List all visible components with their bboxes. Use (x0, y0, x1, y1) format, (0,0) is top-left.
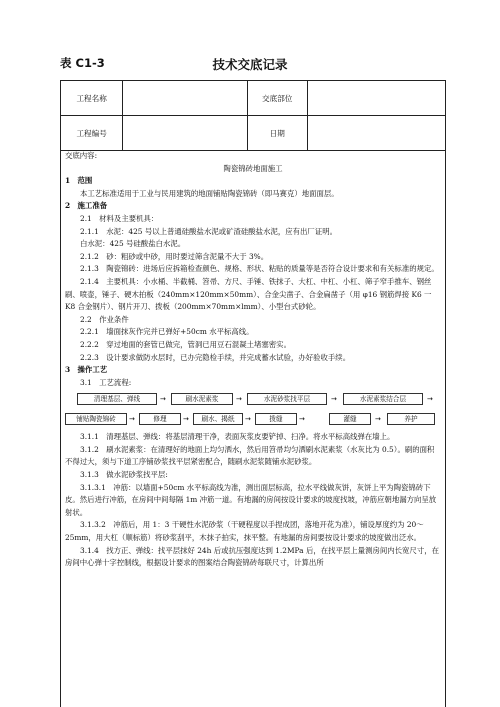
flow-step: 刷水、揭纸 (193, 413, 243, 425)
section-1-heading: 1 范围 (65, 176, 93, 186)
flow-step: 刷水泥素浆 (171, 393, 233, 405)
section-1-text: 本工艺标准适用于工业与民用建筑的地面铺贴陶瓷锦砖（即马赛克）地面面层。 (80, 188, 339, 198)
project-name-label: 工程名称 (61, 81, 123, 116)
flow-arrow: → (331, 395, 337, 404)
flow-step: 水泥素浆结合层 (343, 393, 423, 405)
date-label: 日期 (247, 116, 307, 151)
project-name-field[interactable] (123, 81, 247, 116)
form-code: 表 C1-3 (60, 56, 105, 70)
disclosure-sheet (60, 80, 446, 707)
process-flow-row-1 (65, 391, 441, 409)
project-no-label: 工程编号 (61, 116, 123, 151)
process-flow-row-2 (65, 411, 441, 429)
flow-arrow: → (299, 415, 305, 424)
info-table (61, 81, 445, 151)
clause-3-1-4: 3.1.4 找方正、弹线：找平层抹好 24h 后或抗压强度达到 1.2MPa 后，在找平层上量测房间内长宽尺寸，在房间中心弹十字控制线，根据设计要求的图案结合陶瓷锦砖每联尺寸，计算出所 (65, 545, 439, 568)
flow-step: 清理基层、弹线 (77, 393, 157, 405)
flow-step: 修理 (139, 413, 181, 425)
clause-2-2-1: 2.2.1 墙面抹灰作完并已弹好+50cm 水平标高线。 (80, 327, 254, 337)
flow-arrow: → (427, 395, 433, 404)
clause-2-1-4: 2.1.4 主要机具：小水桶、半截桶、笤帚、方尺、手锤、铁抹子、大杠、中杠、小杠、筛子窄手推车、钢丝刷、喷壶，锤子、硬木拍板（240mm×120mm×50mm）、合金尖凿子、合金扁凿子（用 φ16 钢筋焊接 K6 一 K8 合金钢片）、钢片开刀、拨板（200mm×70mm×lmm）、小型台式砂轮。 (65, 276, 432, 312)
flow-step: 水泥砂浆找平层 (247, 393, 327, 405)
clause-2-2-3: 2.2.3 设计要求做防水层时，已办完隐检手续，并完成蓄水试验，办好验收手续。 (80, 352, 351, 362)
clause-3-1-2: 3.1.2 刷水泥素浆：在清理好的地面上均匀洒水，然后用笤帚均匀洒刷水泥素浆（水灰比为 0.5）。刷的面积不得过大，须与下道工序铺砂浆找平层紧密配合，随刷水泥浆随铺水泥砂浆。 (65, 444, 435, 467)
date-field[interactable] (307, 116, 445, 151)
flow-arrow: → (129, 415, 135, 424)
clause-3-1-3: 3.1.3 做水泥砂浆找平层: (80, 470, 168, 480)
clause-2-1-1: 2.1.1 水泥：425 号以上普通硅酸盐水泥或矿渣硅酸盐水泥，应有出厂证明。 (80, 226, 337, 236)
disclosure-content (61, 150, 445, 570)
flow-step: 铺贴陶瓷锦砖 (65, 413, 127, 425)
clause-2-2-2: 2.2.2 穿过地面的套管已做完，管洞已用豆石混凝土堵塞密实。 (80, 339, 291, 349)
flow-step: 拨缝 (255, 413, 297, 425)
clause-3-1-3-1: 3.1.3.1 冲筋：以墙面+50cm 水平标高线为准，测出面层标高，拉水平线做灰饼，灰饼上平为陶瓷锦砖下皮。然后进行冲筋，在房间中间每隔 1m 冲筋一道。有地漏的房间按设计要求的坡度找坡，冲筋应朝地漏方向呈放射状。 (65, 482, 437, 517)
clause-3-1-1: 3.1.1 清理基层、弹线：将基层清理干净，表面灰浆皮要铲掉、扫净。将水平标高线弹在墙上。 (80, 432, 395, 442)
content-subtitle: 陶瓷锦砖地面施工 (223, 163, 283, 173)
flow-arrow: → (245, 415, 251, 424)
clause-3-1: 3.1 工艺流程: (80, 377, 132, 387)
clause-2-2: 2.2 作业条件 (80, 314, 129, 324)
location-field[interactable] (307, 81, 445, 116)
flow-arrow: → (375, 415, 381, 424)
flow-arrow: → (183, 415, 189, 424)
flow-arrow: → (160, 395, 166, 404)
location-label: 交底部位 (247, 81, 307, 116)
section-2-heading: 2 施工准备 (65, 201, 108, 211)
content-label: 交底内容: (65, 151, 98, 160)
clause-2-1-1-white-cement: 白水泥：425 号硅酸盐白水泥。 (80, 239, 186, 249)
project-no-field[interactable] (123, 116, 247, 151)
flow-arrow: → (236, 395, 242, 404)
flow-step: 养护 (387, 413, 435, 425)
document-header (0, 55, 500, 75)
clause-2-1: 2.1 材料及主要机具： (80, 213, 159, 223)
section-3-heading: 3 操作工艺 (65, 365, 108, 375)
clause-2-1-3: 2.1.3 陶瓷锦砖：进场后应拆箱检查颜色、规格、形状、粘贴的质量等是否符合设计要求和有关标准的规定。 (80, 264, 439, 274)
clause-2-1-2: 2.1.2 砂：粗砂或中砂，用时要过筛含泥量不大于 3%。 (80, 251, 269, 261)
clause-3-1-3-2: 3.1.3.2 冲筋后，用 1：3 干硬性水泥砂浆（干硬程度以手捏成团，落地开花为准），铺设厚度约为 20～25mm，用大杠（顺标筋）将砂浆刮平，木抹子拍实，抹平整。有地漏的房间要按设计要求的坡度做出泛水。 (65, 520, 424, 543)
document-title: 技术交底记录 (212, 57, 288, 72)
flow-step: 灌缝 (329, 413, 371, 425)
